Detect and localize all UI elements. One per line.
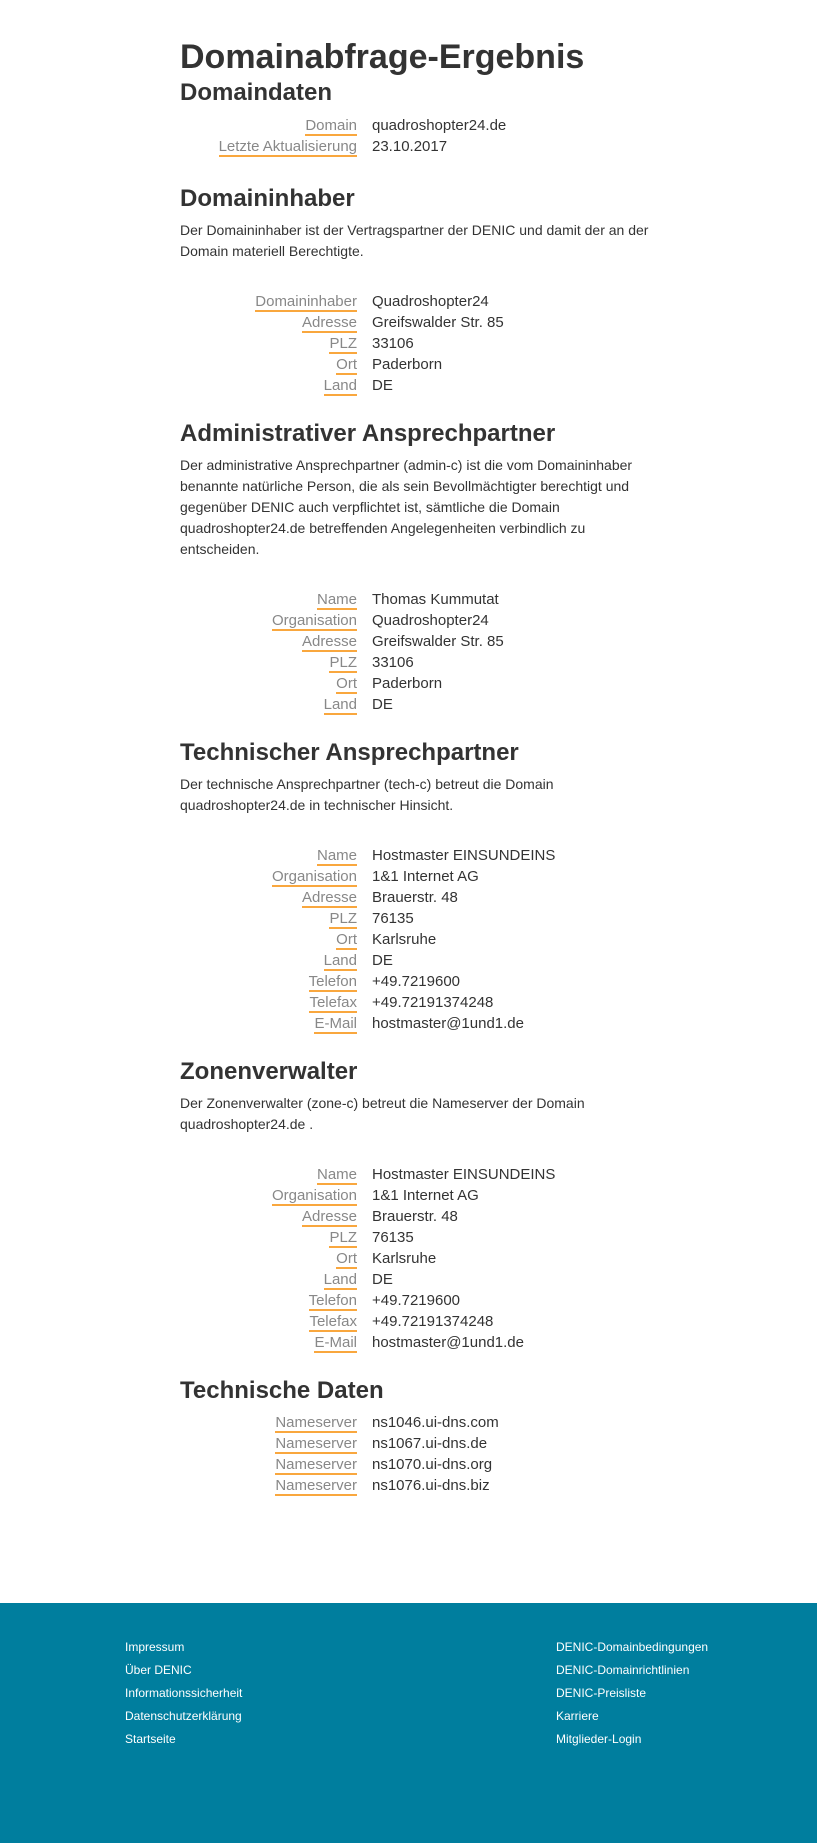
field-value: 76135 — [372, 1229, 414, 1246]
data-row — [180, 654, 660, 675]
field-label: Land — [323, 1271, 357, 1288]
footer-link-text[interactable]: Impressum — [125, 1640, 185, 1654]
footer-link-text[interactable]: DENIC-Domainbedingungen — [556, 1640, 709, 1654]
field-label: Name — [316, 591, 357, 608]
field-value: 76135 — [372, 910, 414, 927]
data-row — [180, 591, 660, 612]
field-label: Telefon — [308, 1292, 357, 1309]
section-description: Der Zonenverwalter (zone-c) betreut die Nameserver der Domain quadroshopter24.de . — [180, 1095, 585, 1132]
field-value: +49.7219600 — [372, 973, 461, 990]
data-row — [180, 696, 660, 717]
field-value: Paderborn — [372, 675, 443, 692]
field-label: Ort — [336, 356, 357, 373]
section-heading-domaininhaber: Domaininhaber — [180, 185, 355, 212]
data-row — [180, 868, 660, 889]
data-row — [180, 847, 660, 868]
section-domaindaten — [180, 78, 660, 159]
field-label: Land — [323, 377, 357, 394]
field-label: Land — [323, 696, 357, 713]
field-label: Name — [316, 1166, 357, 1183]
field-value: Brauerstr. 48 — [372, 1208, 458, 1225]
field-label: Adresse — [301, 314, 357, 331]
field-value: DE — [372, 377, 393, 394]
field-value: ns1070.ui-dns.org — [372, 1456, 493, 1473]
rows-domaininhaber — [180, 293, 660, 398]
field-value: Quadroshopter24 — [372, 612, 489, 629]
rows-tech-c — [180, 847, 660, 1036]
data-row — [180, 1334, 660, 1355]
data-row — [180, 1477, 660, 1498]
footer-link-mitglieder-login[interactable] — [556, 1731, 708, 1754]
field-value: Karlsruhe — [372, 1250, 437, 1267]
data-row — [180, 377, 660, 398]
field-value: ns1067.ui-dns.de — [372, 1435, 488, 1452]
field-value: ns1076.ui-dns.biz — [372, 1477, 490, 1494]
field-label: Telefax — [309, 1313, 357, 1330]
field-value: 33106 — [372, 654, 414, 671]
field-label: Adresse — [301, 633, 357, 650]
footer-links-right — [556, 1639, 708, 1754]
data-row — [180, 1271, 660, 1292]
rows-admin-c — [180, 591, 660, 717]
field-label: Name — [316, 847, 357, 864]
field-label: Ort — [336, 931, 357, 948]
section-domaininhaber — [180, 184, 660, 398]
data-row — [180, 910, 660, 931]
page-title: Domainabfrage-Ergebnis — [180, 38, 585, 76]
field-value: 23.10.2017 — [372, 138, 448, 155]
section-admin-c — [180, 419, 660, 717]
field-label: Domaininhaber — [255, 293, 357, 310]
footer-link-datenschutz[interactable] — [125, 1708, 242, 1731]
data-row — [180, 994, 660, 1015]
field-value: DE — [372, 1271, 393, 1288]
field-label: Adresse — [301, 1208, 357, 1225]
field-value: hostmaster@1und1.de — [372, 1334, 524, 1351]
data-row — [180, 1456, 660, 1477]
data-row — [180, 1435, 660, 1456]
footer-link-preisliste[interactable] — [556, 1685, 708, 1708]
footer-link-text[interactable]: DENIC-Preisliste — [556, 1686, 647, 1700]
field-value: DE — [372, 696, 393, 713]
data-row — [180, 931, 660, 952]
field-label: E-Mail — [314, 1015, 357, 1032]
section-description: Der Domaininhaber ist der Vertragspartner der DENIC und damit der an der Domain materiell Berechtigte. — [180, 222, 649, 259]
data-row — [180, 1250, 660, 1271]
data-row — [180, 675, 660, 696]
field-label: Ort — [336, 675, 357, 692]
field-value: Brauerstr. 48 — [372, 889, 458, 906]
footer-links-left — [125, 1639, 242, 1754]
rows-nameserver — [180, 1414, 660, 1498]
footer-link-ueber-denic[interactable] — [125, 1662, 242, 1685]
field-value: +49.72191374248 — [372, 1313, 494, 1330]
field-value: 33106 — [372, 335, 414, 352]
section-heading-admin-c: Administrativer Ansprechpartner — [180, 420, 556, 447]
field-label: Nameserver — [275, 1456, 357, 1473]
footer-link-text[interactable]: Startseite — [125, 1732, 176, 1746]
footer-link-text[interactable]: Informationssicherheit — [125, 1686, 243, 1700]
field-value: 1&1 Internet AG — [372, 1187, 479, 1204]
field-label: Organisation — [271, 612, 357, 629]
footer-link-informationssicherheit[interactable] — [125, 1685, 242, 1708]
field-label: Nameserver — [275, 1435, 357, 1452]
data-row — [180, 952, 660, 973]
field-value: Quadroshopter24 — [372, 293, 489, 310]
rows-zone-c — [180, 1166, 660, 1355]
field-label: Ort — [336, 1250, 357, 1267]
field-label: Adresse — [301, 889, 357, 906]
footer-link-startseite[interactable] — [125, 1731, 242, 1754]
field-label: PLZ — [329, 335, 357, 352]
data-row — [180, 314, 660, 335]
field-value: Hostmaster EINSUNDEINS — [372, 847, 556, 864]
data-row — [180, 1015, 660, 1036]
field-value: Hostmaster EINSUNDEINS — [372, 1166, 556, 1183]
data-row — [180, 335, 660, 356]
field-value: +49.7219600 — [372, 1292, 461, 1309]
field-value: Greifswalder Str. 85 — [372, 314, 504, 331]
data-row — [180, 973, 660, 994]
field-label: Domain — [305, 117, 357, 134]
field-label: PLZ — [329, 654, 357, 671]
data-row — [180, 889, 660, 910]
data-row — [180, 633, 660, 654]
footer-link-karriere[interactable] — [556, 1708, 708, 1731]
section-heading-zone-c: Zonenverwalter — [180, 1058, 358, 1085]
field-value: ns1046.ui-dns.com — [372, 1414, 499, 1431]
field-value: quadroshopter24.de — [372, 117, 507, 134]
field-value: Thomas Kummutat — [372, 591, 499, 608]
field-value: Karlsruhe — [372, 931, 437, 948]
rows-domaindaten — [180, 117, 660, 159]
data-row — [180, 117, 660, 138]
footer-link-domainbedingungen[interactable] — [556, 1639, 708, 1662]
data-row — [180, 1313, 660, 1334]
data-row — [180, 356, 660, 377]
data-row — [180, 1208, 660, 1229]
footer-link-text[interactable]: Datenschutzerklärung — [125, 1709, 242, 1723]
footer-link-text[interactable]: DENIC-Domainrichtlinien — [556, 1663, 690, 1677]
data-row — [180, 293, 660, 314]
field-value: DE — [372, 952, 393, 969]
data-row — [180, 1166, 660, 1187]
section-description: Der administrative Ansprechpartner (admin-c) ist die vom Domaininhaber benannte natürliche Person, die als sein Bevollmächtigter berechtigt und gegenüber DENIC auch verpflichtet ist, sämtliche die Domain quadroshopter24.de betreffenden Angelegenheiten verbindlich zu entscheiden. — [180, 457, 633, 557]
section-heading-tech-c: Technischer Ansprechpartner — [180, 739, 519, 766]
footer — [0, 1603, 817, 1843]
field-value: 1&1 Internet AG — [372, 868, 479, 885]
data-row — [180, 1187, 660, 1208]
data-row — [180, 1414, 660, 1435]
field-value: Greifswalder Str. 85 — [372, 633, 504, 650]
field-label: Organisation — [271, 1187, 357, 1204]
footer-link-domainrichtlinien[interactable] — [556, 1662, 708, 1685]
section-zone-c — [180, 1057, 660, 1355]
section-heading-technische-daten: Technische Daten — [180, 1377, 384, 1404]
field-label: PLZ — [329, 910, 357, 927]
footer-link-impressum[interactable] — [125, 1639, 242, 1662]
field-label: Organisation — [271, 868, 357, 885]
section-tech-c — [180, 738, 660, 1036]
data-row — [180, 138, 660, 159]
field-value: +49.72191374248 — [372, 994, 494, 1011]
footer-link-text[interactable]: Mitglieder-Login — [556, 1732, 642, 1746]
section-heading-domaindaten: Domaindaten — [180, 79, 333, 106]
field-label: PLZ — [329, 1229, 357, 1246]
field-label: Nameserver — [275, 1414, 357, 1431]
data-row — [180, 1229, 660, 1250]
data-row — [180, 612, 660, 633]
section-description: Der technische Ansprechpartner (tech-c) betreut die Domain quadroshopter24.de in technischer Hinsicht. — [180, 776, 554, 813]
section-technische-daten — [180, 1376, 660, 1498]
main-content — [180, 36, 660, 1498]
footer-link-text[interactable]: Karriere — [556, 1709, 599, 1723]
field-label: Telefax — [309, 994, 357, 1011]
field-label: Land — [323, 952, 357, 969]
field-value: Paderborn — [372, 356, 443, 373]
data-row — [180, 1292, 660, 1313]
field-value: hostmaster@1und1.de — [372, 1015, 524, 1032]
field-label: Telefon — [308, 973, 357, 990]
field-label: Letzte Aktualisierung — [218, 138, 357, 155]
field-label: Nameserver — [275, 1477, 357, 1494]
field-label: E-Mail — [314, 1334, 357, 1351]
footer-link-text[interactable]: Über DENIC — [125, 1663, 192, 1677]
